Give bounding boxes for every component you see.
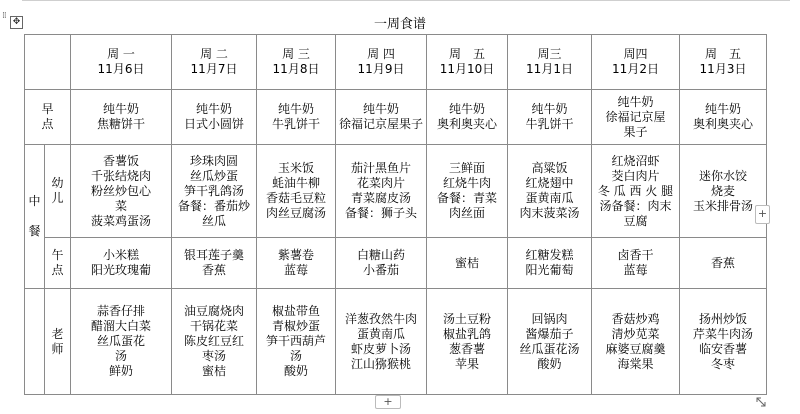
- teacher-lunch-cell[interactable]: 扬州炒饭 芹菜牛肉汤 临安香薯 冬枣: [680, 289, 767, 395]
- day-header: [508, 35, 592, 90]
- breakfast-cell[interactable]: 纯牛奶 牛乳饼干: [257, 90, 336, 145]
- breakfast-cell[interactable]: 纯牛奶 奥利奥夹心: [680, 90, 767, 145]
- toddler-lunch-cell[interactable]: 玉米饭 蚝油牛柳 香菇毛豆粒 肉丝豆腐汤: [257, 145, 336, 238]
- teacher-lunch-cell[interactable]: 香菇炒鸡 清炒苋菜 麻婆豆腐羹 海棠果: [592, 289, 680, 395]
- day-name: 周四: [623, 47, 648, 61]
- toddler-lunch-cell[interactable]: 红烧沼虾 茭白肉片 冬 瓜 西 火 腿 汤备餐：肉末 豆腐: [592, 145, 680, 238]
- weekly-menu-table: [24, 34, 767, 395]
- day-header: [427, 35, 508, 90]
- add-column-button[interactable]: [755, 205, 770, 224]
- add-row-button[interactable]: [375, 395, 401, 409]
- day-date: 11月8日: [272, 62, 320, 76]
- day-date: 11月3日: [699, 62, 747, 76]
- afternoon-snack-cell[interactable]: 银耳莲子羹 香蕉: [172, 238, 257, 289]
- day-header: [257, 35, 336, 90]
- toddler-lunch-row: [25, 145, 767, 238]
- day-date: 11月2日: [612, 62, 659, 76]
- move-icon: ✥: [10, 16, 23, 29]
- day-header: [680, 35, 767, 90]
- teacher-lunch-row: [25, 289, 767, 395]
- lunch-label: 中 餐: [25, 145, 45, 289]
- afternoon-snack-cell[interactable]: 卤香干 蓝莓: [592, 238, 680, 289]
- day-date: 11月6日: [97, 62, 145, 76]
- toddler-lunch-cell[interactable]: 香薯饭 千张结烧肉 粉丝炒包心 菜 菠菜鸡蛋汤: [71, 145, 172, 238]
- resize-handle-icon[interactable]: [755, 396, 767, 408]
- day-name: 周 三: [282, 47, 310, 61]
- day-header: [172, 35, 257, 90]
- toddler-lunch-cell[interactable]: 珍珠肉圆 丝瓜炒蛋 笋干乳鸽汤 备餐：番茄炒 丝瓜: [172, 145, 257, 238]
- page-title: 一周食谱: [373, 17, 426, 32]
- plus-icon: +: [383, 395, 393, 408]
- day-date: 11月10日: [439, 62, 495, 76]
- day-header: [592, 35, 680, 90]
- grip-dots-icon: ⁞⁞: [2, 11, 6, 21]
- afternoon-snack-cell[interactable]: 红糖发糕 阳光葡萄: [508, 238, 592, 289]
- afternoon-snack-row: [25, 238, 767, 289]
- breakfast-cell[interactable]: 纯牛奶 焦糖饼干: [71, 90, 172, 145]
- breakfast-label: 早 点: [25, 90, 71, 145]
- teacher-label: 老 师: [45, 289, 71, 395]
- toddler-lunch-cell[interactable]: 茄汁黑鱼片 花菜肉片 青菜腐皮汤 备餐：狮子头: [336, 145, 427, 238]
- toddler-lunch-cell[interactable]: 三鲜面 红烧牛肉 备餐：青菜 肉丝面: [427, 145, 508, 238]
- afternoon-label: 午 点: [45, 238, 71, 289]
- day-name: 周三: [537, 47, 562, 61]
- teacher-lunch-cell[interactable]: 汤土豆粉 椒盐乳鸽 葱香薯 苹果: [427, 289, 508, 395]
- day-date: 11月7日: [190, 62, 238, 76]
- teacher-lunch-cell[interactable]: 洋葱孜然牛肉 蛋黄南瓜 虾皮萝卜汤 江山猕猴桃: [336, 289, 427, 395]
- day-name: 周 二: [200, 47, 228, 61]
- breakfast-cell[interactable]: 纯牛奶 牛乳饼干: [508, 90, 592, 145]
- day-header: [336, 35, 427, 90]
- teacher-lunch-cell[interactable]: 回锅肉 酱爆茄子 丝瓜蛋花汤 酸奶: [508, 289, 592, 395]
- day-name: 周 五: [448, 47, 485, 61]
- page-top-border: [22, 0, 790, 1]
- afternoon-snack-cell[interactable]: 小米糕 阳光玫瑰葡: [71, 238, 172, 289]
- breakfast-cell[interactable]: 纯牛奶 奥利奥夹心: [427, 90, 508, 145]
- teacher-lunch-cell[interactable]: 油豆腐烧肉 干锅花菜 陈皮红豆红 枣汤 蜜桔: [172, 289, 257, 395]
- afternoon-snack-cell[interactable]: 白糖山药 小番茄: [336, 238, 427, 289]
- afternoon-snack-cell[interactable]: 香蕉: [680, 238, 767, 289]
- teacher-lunch-cell[interactable]: 椒盐带鱼 青椒炒蛋 笋干西葫芦 汤 酸奶: [257, 289, 336, 395]
- breakfast-cell[interactable]: 纯牛奶 徐福记京屋果子: [336, 90, 427, 145]
- plus-icon: +: [757, 207, 768, 220]
- toddler-label: 幼 儿: [45, 145, 71, 238]
- toddler-lunch-cell[interactable]: 迷你水饺 烧麦 玉米排骨汤: [680, 145, 767, 238]
- blank-cell: [25, 289, 45, 395]
- afternoon-snack-cell[interactable]: 蜜桔: [427, 238, 508, 289]
- day-name: 周 四: [367, 47, 395, 61]
- breakfast-cell[interactable]: 纯牛奶 徐福记京屋 果子: [592, 90, 680, 145]
- day-name: 周 一: [107, 47, 135, 61]
- breakfast-row: [25, 90, 767, 145]
- toddler-lunch-cell[interactable]: 高粱饭 红烧翅中 蛋黄南瓜 肉末菠菜汤: [508, 145, 592, 238]
- day-date: 11月1日: [526, 62, 573, 76]
- breakfast-cell[interactable]: 纯牛奶 日式小圆饼: [172, 90, 257, 145]
- corner-cell: [25, 35, 71, 90]
- day-date: 11月9日: [357, 62, 405, 76]
- header-row: [25, 35, 767, 90]
- afternoon-snack-cell[interactable]: 紫薯卷 蓝莓: [257, 238, 336, 289]
- day-name: 周 五: [704, 47, 741, 61]
- teacher-lunch-cell[interactable]: 蒜香仔排 醋溜大白菜 丝瓜蛋花 汤 鲜奶: [71, 289, 172, 395]
- day-header: [71, 35, 172, 90]
